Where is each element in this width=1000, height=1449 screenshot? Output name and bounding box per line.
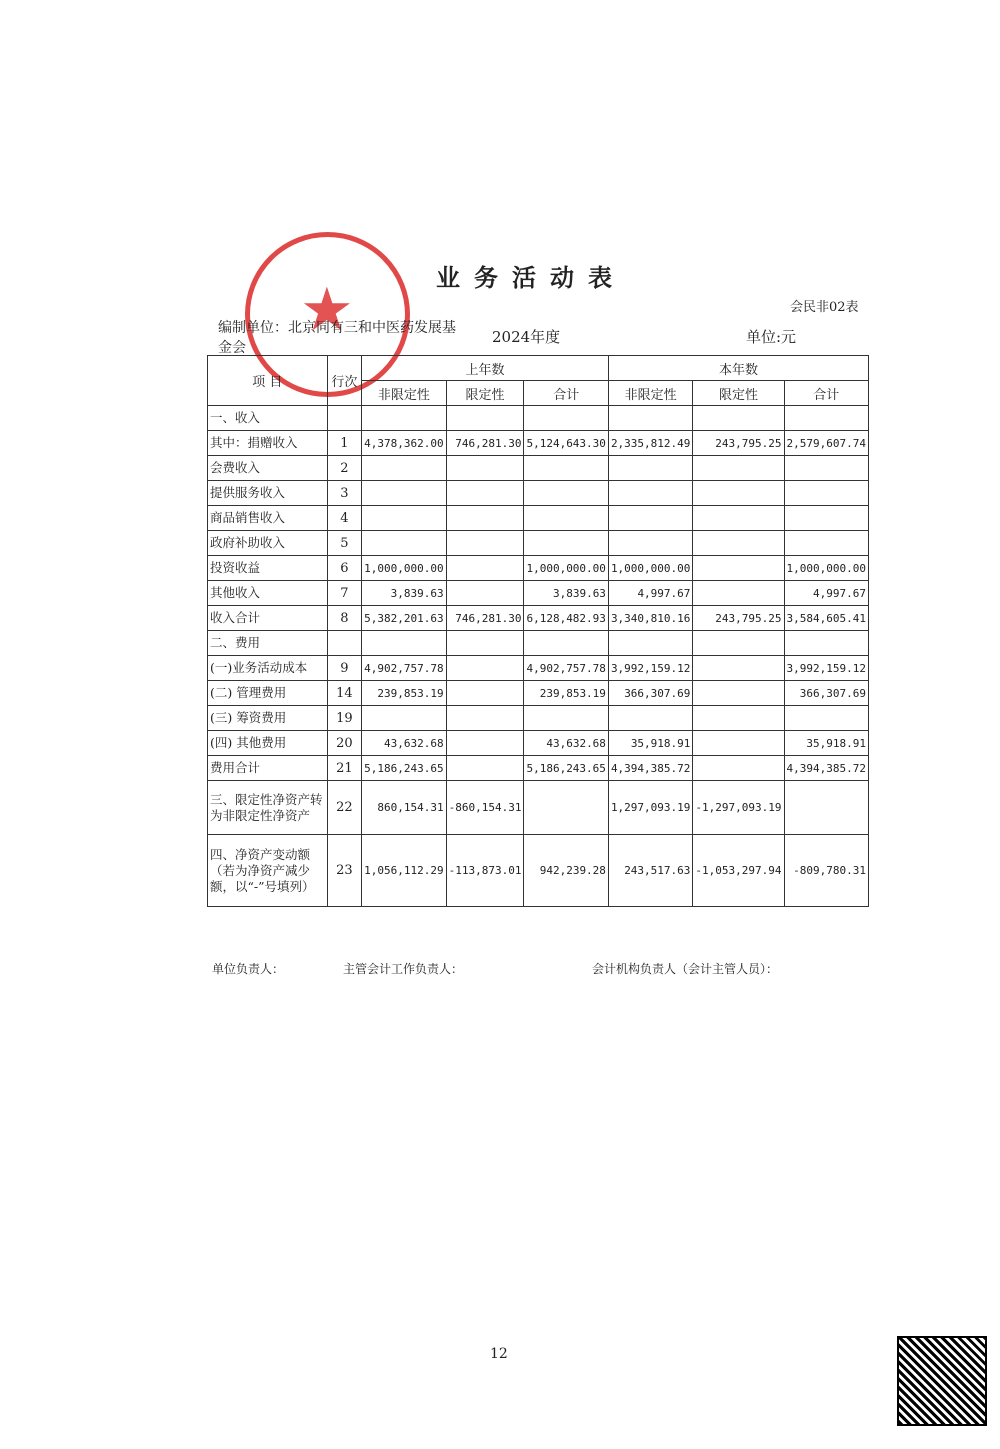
table-row [208,556,869,581]
amount-cell [446,631,524,656]
amount-cell [608,531,692,556]
row-line-no: 4 [327,506,361,531]
amount-cell: -1,297,093.19 [693,781,784,835]
amount-cell [524,456,608,481]
amount-cell: 5,124,643.30 [524,431,608,456]
amount-cell [446,456,524,481]
row-label: 政府补助收入 [208,531,328,556]
row-line-no: 19 [327,706,361,731]
row-label: 其中：捐赠收入 [208,431,328,456]
amount-cell: 2,335,812.49 [608,431,692,456]
amount-cell: 4,902,757.78 [524,656,608,681]
accounting-dept-signature: 会计机构负责人（会计主管人员）： [592,962,779,976]
row-label: 投资收益 [208,556,328,581]
amount-cell [693,481,784,506]
amount-cell [784,706,868,731]
amount-cell [446,681,524,706]
row-line-no: 23 [327,835,361,907]
row-label: 会费收入 [208,456,328,481]
fiscal-year: 2024年度 [492,328,561,346]
amount-cell [446,581,524,606]
row-label: (四) 其他费用 [208,731,328,756]
page-number: 12 [490,1346,508,1362]
amount-cell [693,531,784,556]
amount-cell [362,506,446,531]
amount-cell: 746,281.30 [446,606,524,631]
amount-cell [362,706,446,731]
row-label: 商品销售收入 [208,506,328,531]
row-line-no: 2 [327,456,361,481]
amount-cell [608,456,692,481]
amount-cell [693,731,784,756]
amount-cell: 43,632.68 [524,731,608,756]
amount-cell: -809,780.31 [784,835,868,907]
row-label: (三) 筹资费用 [208,706,328,731]
document-title: 业务活动表 [436,263,626,292]
amount-cell: 942,239.28 [524,835,608,907]
amount-cell [784,456,868,481]
table-row [208,781,869,835]
amount-cell [693,506,784,531]
table-row [208,656,869,681]
amount-cell [446,706,524,731]
amount-cell [446,506,524,531]
amount-cell: 1,056,112.29 [362,835,446,907]
amount-cell [446,731,524,756]
amount-cell [608,406,692,431]
amount-cell [608,506,692,531]
subcol-header: 非限定性 [362,381,446,406]
row-line-no: 8 [327,606,361,631]
amount-cell [446,656,524,681]
amount-cell [362,531,446,556]
row-label: (二) 管理费用 [208,681,328,706]
amount-cell: 3,340,810.16 [608,606,692,631]
amount-cell [524,506,608,531]
amount-cell: 4,997.67 [784,581,868,606]
col-item: 项 目 [208,356,328,406]
table-row [208,506,869,531]
amount-cell: 3,992,159.12 [784,656,868,681]
amount-cell: 6,128,482.93 [524,606,608,631]
amount-cell [446,481,524,506]
amount-cell: 746,281.30 [446,431,524,456]
amount-cell [693,456,784,481]
amount-cell: 366,307.69 [784,681,868,706]
amount-cell [693,406,784,431]
row-label: 提供服务收入 [208,481,328,506]
subcol-header: 非限定性 [608,381,692,406]
amount-cell [693,756,784,781]
row-line-no: 20 [327,731,361,756]
amount-cell [524,706,608,731]
row-label: 四、净资产变动额（若为净资产减少额，以“-”号填列） [208,835,328,907]
table-row [208,756,869,781]
amount-cell: 239,853.19 [362,681,446,706]
row-line-no: 9 [327,656,361,681]
col-curr-year: 本年数 [608,356,868,381]
amount-cell [693,581,784,606]
row-label: 收入合计 [208,606,328,631]
amount-cell: 4,997.67 [608,581,692,606]
amount-cell [608,481,692,506]
row-label: 二、费用 [208,631,328,656]
amount-cell: 1,000,000.00 [608,556,692,581]
table-row [208,531,869,556]
business-activity-table [207,355,869,907]
amount-cell [693,681,784,706]
table-row [208,731,869,756]
amount-cell: 1,000,000.00 [362,556,446,581]
amount-cell [362,631,446,656]
amount-cell: 3,992,159.12 [608,656,692,681]
row-line-no: 21 [327,756,361,781]
amount-cell [524,781,608,835]
table-row [208,581,869,606]
amount-cell [784,781,868,835]
row-line-no: 1 [327,431,361,456]
amount-cell [524,406,608,431]
amount-cell: 3,584,605.41 [784,606,868,631]
amount-cell [784,481,868,506]
amount-cell: 243,795.25 [693,606,784,631]
amount-cell [524,631,608,656]
row-line-no: 14 [327,681,361,706]
amount-cell: 4,394,385.72 [608,756,692,781]
amount-cell: 3,839.63 [524,581,608,606]
row-line-no: 7 [327,581,361,606]
col-prev-year: 上年数 [362,356,609,381]
amount-cell [362,406,446,431]
amount-cell: 4,902,757.78 [362,656,446,681]
amount-cell: 3,839.63 [362,581,446,606]
unit-head-signature: 单位负责人： [212,962,285,976]
amount-cell: 5,382,201.63 [362,606,446,631]
amount-cell [608,706,692,731]
row-label: 其他收入 [208,581,328,606]
amount-cell [524,531,608,556]
amount-cell: 5,186,243.65 [524,756,608,781]
table-row [208,456,869,481]
amount-cell: -113,873.01 [446,835,524,907]
table-row [208,681,869,706]
amount-cell: 1,000,000.00 [524,556,608,581]
amount-cell [524,481,608,506]
col-line: 行次 [327,356,361,406]
row-label: 一、收入 [208,406,328,431]
row-label: 费用合计 [208,756,328,781]
amount-cell: 5,186,243.65 [362,756,446,781]
accounting-head-signature: 主管会计工作负责人： [343,962,464,976]
subcol-header: 限定性 [693,381,784,406]
qr-code [897,1336,987,1426]
amount-cell: 239,853.19 [524,681,608,706]
subcol-header: 合计 [524,381,608,406]
amount-cell: -1,053,297.94 [693,835,784,907]
table-row [208,406,869,431]
row-line-no [327,406,361,431]
amount-cell [693,656,784,681]
amount-cell: 366,307.69 [608,681,692,706]
seal-star-icon: ★ [300,275,354,345]
amount-cell: 4,378,362.00 [362,431,446,456]
amount-cell [693,706,784,731]
amount-cell [446,556,524,581]
row-line-no: 22 [327,781,361,835]
row-label: (一)业务活动成本 [208,656,328,681]
amount-cell: 243,795.25 [693,431,784,456]
row-label: 三、限定性净资产转为非限定性净资产 [208,781,328,835]
amount-cell [446,531,524,556]
row-line-no: 6 [327,556,361,581]
row-line-no: 5 [327,531,361,556]
amount-cell [784,531,868,556]
amount-cell [693,556,784,581]
row-line-no: 3 [327,481,361,506]
amount-cell: 1,000,000.00 [784,556,868,581]
table-row [208,706,869,731]
amount-cell [693,631,784,656]
amount-cell [784,506,868,531]
amount-cell: 4,394,385.72 [784,756,868,781]
amount-cell: -860,154.31 [446,781,524,835]
amount-cell [362,481,446,506]
amount-cell: 35,918.91 [608,731,692,756]
currency-unit: 单位:元 [746,328,797,346]
amount-cell [784,631,868,656]
table-row [208,835,869,907]
amount-cell [362,456,446,481]
preparing-unit: 编制单位：北京同有三和中医药发展基金会 [218,320,456,356]
table-row [208,481,869,506]
amount-cell: 43,632.68 [362,731,446,756]
amount-cell [608,631,692,656]
subcol-header: 合计 [784,381,868,406]
amount-cell [446,756,524,781]
amount-cell: 2,579,607.74 [784,431,868,456]
amount-cell: 35,918.91 [784,731,868,756]
form-number: 会民非02表 [790,300,859,315]
amount-cell [784,406,868,431]
table-row [208,606,869,631]
amount-cell: 860,154.31 [362,781,446,835]
table-row [208,431,869,456]
row-line-no [327,631,361,656]
table-row [208,631,869,656]
subcol-header: 限定性 [446,381,524,406]
amount-cell: 1,297,093.19 [608,781,692,835]
amount-cell: 243,517.63 [608,835,692,907]
amount-cell [446,406,524,431]
